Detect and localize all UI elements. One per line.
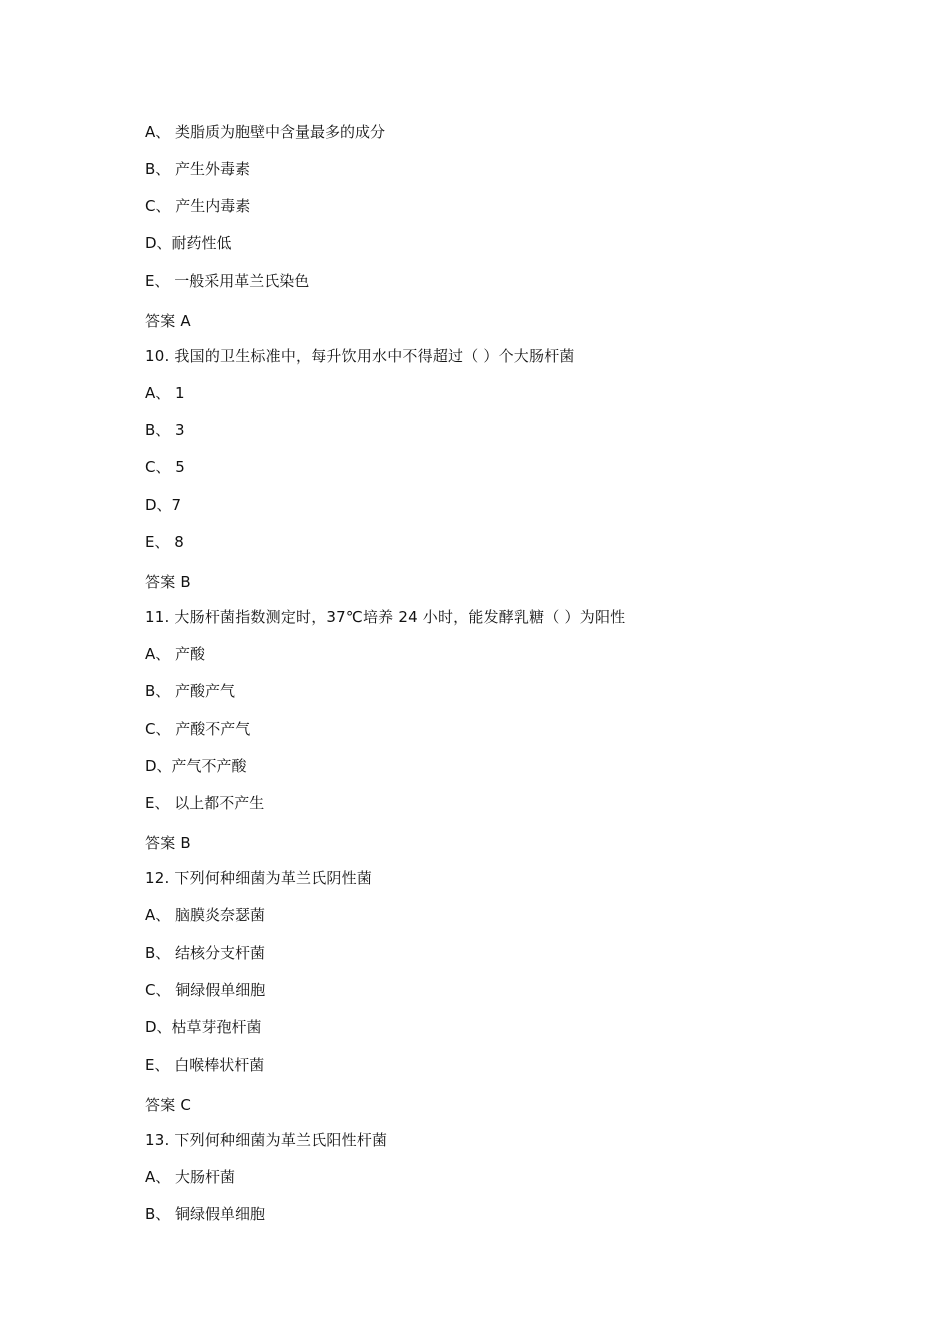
answer-line: 答案 B [145,573,191,591]
option-line: A、 类脂质为胞壁中含量最多的成分 [145,123,386,141]
answer-line: 答案 A [145,312,191,330]
option-line: A、 1 [145,384,185,402]
option-line: E、 8 [145,533,184,551]
option-line: B、 3 [145,421,185,439]
option-line: C、 产生内毒素 [145,197,251,215]
option-line: E、 一般采用革兰氏染色 [145,272,310,290]
option-line: D、7 [145,496,182,514]
option-line: E、 以上都不产生 [145,794,265,812]
option-line: B、 结核分支杆菌 [145,944,266,962]
option-line: C、 5 [145,458,185,476]
option-line: B、 铜绿假单细胞 [145,1205,266,1223]
option-line: D、产气不产酸 [145,757,247,775]
question-line: 12. 下列何种细菌为革兰氏阴性菌 [145,869,373,887]
option-line: A、 产酸 [145,645,206,663]
option-line: C、 铜绿假单细胞 [145,981,266,999]
option-line: A、 大肠杆菌 [145,1168,236,1186]
option-line: D、耐药性低 [145,234,232,252]
question-line: 13. 下列何种细菌为革兰氏阳性杆菌 [145,1131,388,1149]
question-line: 11. 大肠杆菌指数测定时，37℃培养 24 小时，能发酵乳糖（ ）为阳性 [145,608,626,626]
option-line: B、 产酸产气 [145,682,236,700]
answer-line: 答案 B [145,834,191,852]
option-line: B、 产生外毒素 [145,160,251,178]
option-line: D、枯草芽孢杆菌 [145,1018,262,1036]
question-line: 10. 我国的卫生标准中，每升饮用水中不得超过（ ）个大肠杆菌 [145,347,575,365]
option-line: E、 白喉棒状杆菌 [145,1056,265,1074]
option-line: A、 脑膜炎奈瑟菌 [145,906,266,924]
answer-line: 答案 C [145,1096,192,1114]
option-line: C、 产酸不产气 [145,720,251,738]
